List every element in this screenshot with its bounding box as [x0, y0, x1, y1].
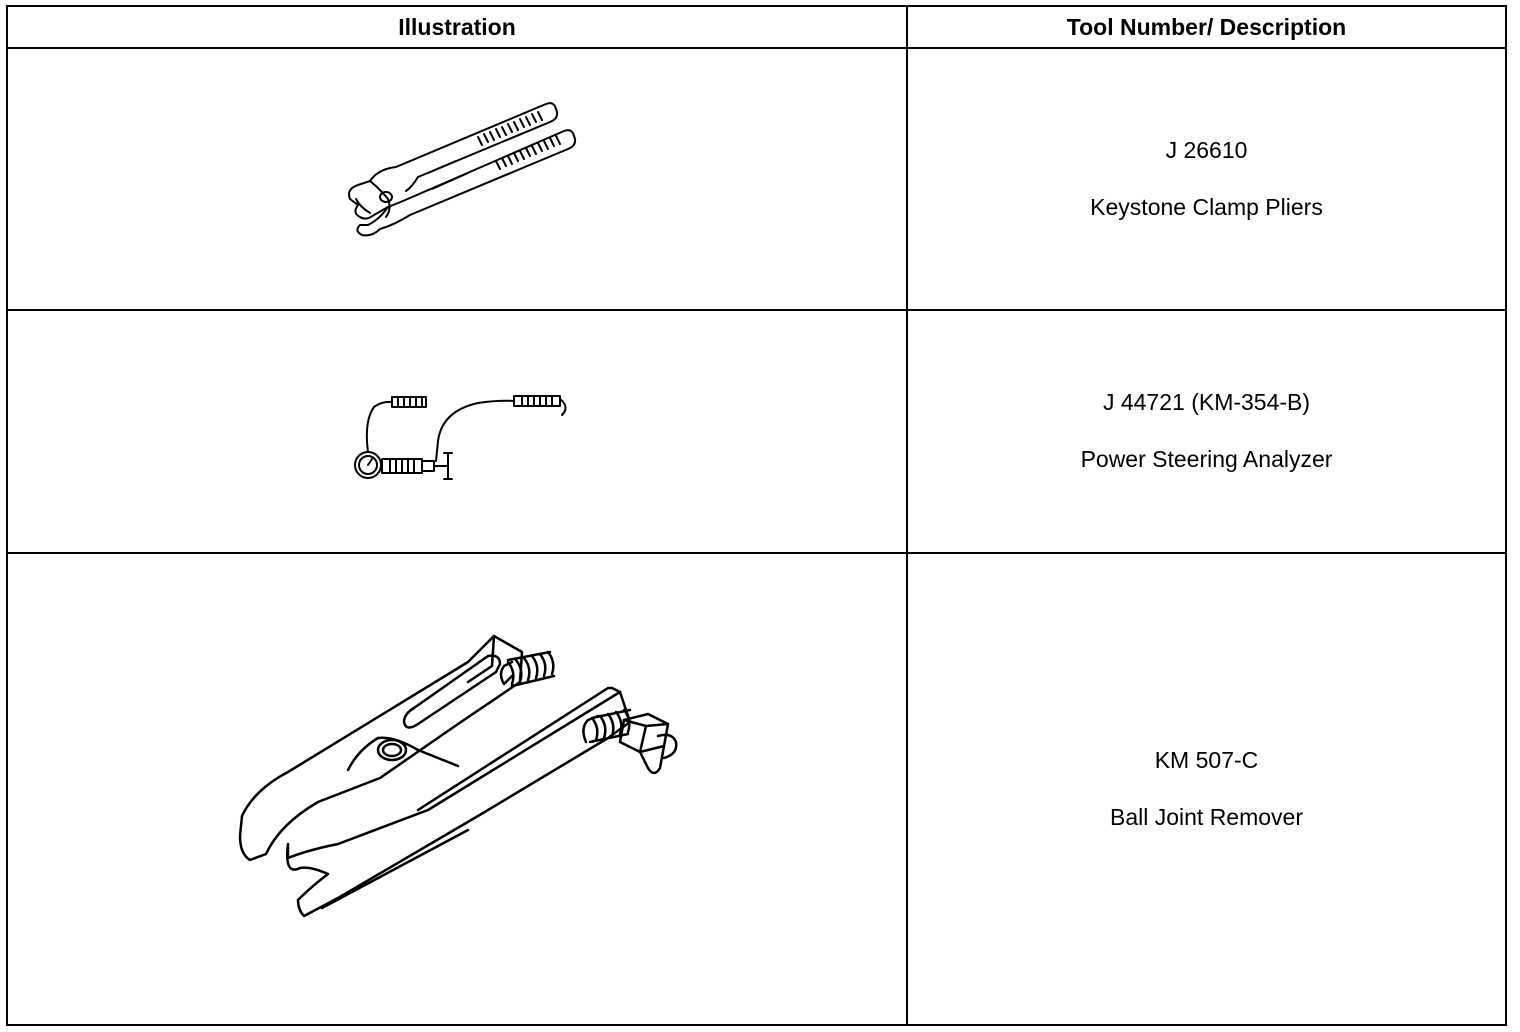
- tool-number: J 26610: [1165, 137, 1248, 164]
- table-row: [7, 48, 1506, 310]
- description-cell: [907, 310, 1506, 552]
- tool-number: KM 507-C: [1154, 746, 1259, 773]
- tool-description: Power Steering Analyzer: [1080, 446, 1333, 473]
- ball-joint-remover-icon: [8, 554, 906, 1024]
- tool-description: Keystone Clamp Pliers: [1090, 194, 1323, 221]
- keystone-clamp-pliers-icon: [8, 49, 906, 309]
- description-cell: [907, 48, 1506, 310]
- table-row: [7, 310, 1506, 552]
- illustration-cell: [7, 48, 907, 310]
- special-tools-table: [6, 5, 1507, 1026]
- power-steering-analyzer-icon: [8, 311, 906, 551]
- illustration-cell: [7, 553, 907, 1026]
- tool-description: Ball Joint Remover: [1109, 803, 1304, 830]
- illustration-cell: [7, 310, 907, 552]
- tool-number: J 44721 (KM-354-B): [1102, 389, 1311, 416]
- header-illustration: Illustration: [7, 6, 907, 48]
- header-tool-description: Tool Number/ Description: [907, 6, 1506, 48]
- table-row: [7, 553, 1506, 1026]
- description-cell: [907, 553, 1506, 1026]
- header-row: [7, 6, 1506, 48]
